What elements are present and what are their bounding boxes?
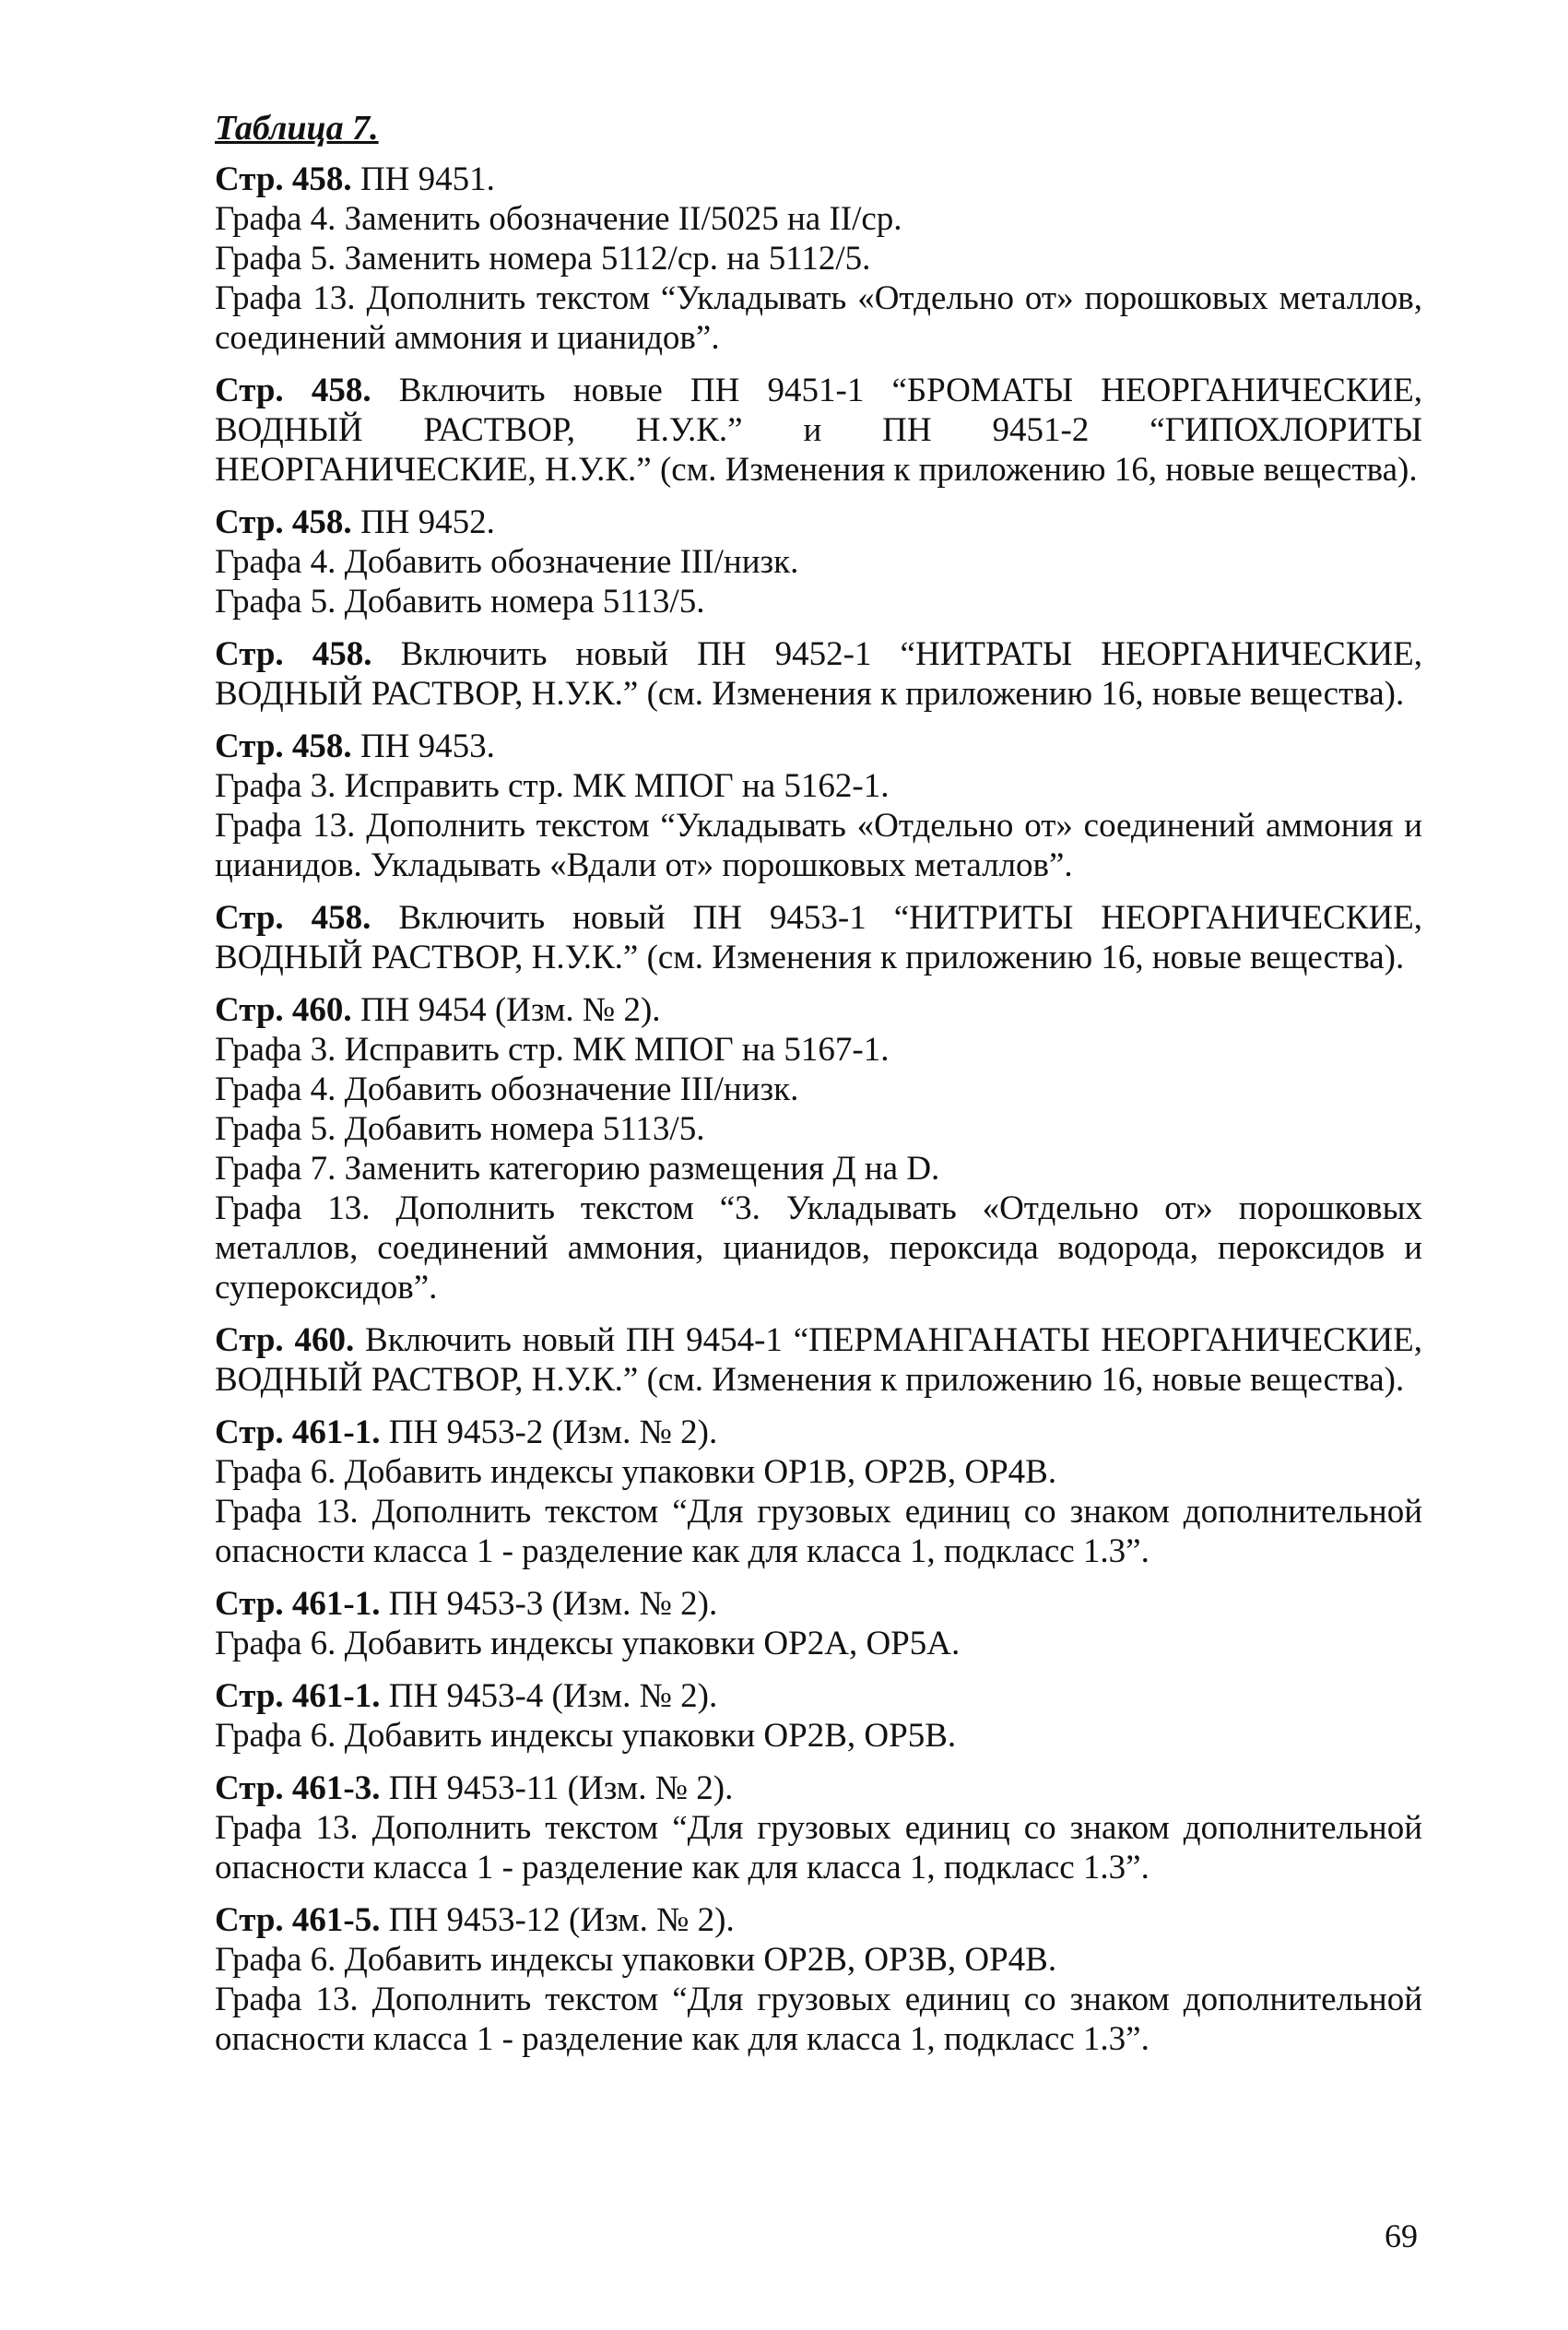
instruction-text: Включить новый ПН 9453-1 “НИТРИТЫ НЕОРГАНИЧЕСКИЕ, ВОДНЫЙ РАСТВОР, Н.У.К.” (см. Изменения к приложению 16, новые вещества). (215, 899, 1423, 976)
amendment-entry (215, 1900, 1422, 1940)
amendment-block (215, 1320, 1422, 1400)
amendment-entry (215, 503, 1422, 542)
instruction-text: Графа 5. Добавить номера 5113/5. (215, 1110, 705, 1148)
page-reference: Стр. 461-1. (215, 1413, 381, 1451)
instruction-text: ПН 9451. (351, 160, 495, 198)
amendment-instruction (215, 1716, 1422, 1756)
amendment-block (215, 1900, 1422, 2059)
amendment-block (215, 898, 1422, 977)
instruction-text: Графа 3. Исправить стр. МК МПОГ на 5167-1. (215, 1031, 890, 1069)
amendment-block (215, 1676, 1422, 1756)
amendment-instruction (215, 806, 1422, 885)
amendment-entry (215, 898, 1422, 977)
amendment-entry (215, 990, 1422, 1030)
instruction-text: Включить новые ПН 9451-1 “БРОМАТЫ НЕОРГАНИЧЕСКИЕ, ВОДНЫЙ РАСТВОР, Н.У.К.” и ПН 9451-2 “ГИПОХЛОРИТЫ НЕОРГАНИЧЕСКИЕ, Н.У.К.” (см. Изменения к приложению 16, новые вещества). (215, 372, 1422, 489)
amendment-instruction (215, 1940, 1422, 1980)
page-reference: Стр. 458. (215, 503, 352, 541)
amendment-block (215, 990, 1422, 1307)
instruction-text: Графа 6. Добавить индексы упаковки ОР2А, ОР5А. (215, 1625, 961, 1662)
instruction-text: Графа 4. Заменить обозначение II/5025 на II/ср. (215, 200, 902, 238)
amendment-block (215, 634, 1422, 714)
instruction-text: Графа 5. Заменить номера 5112/ср. на 5112/5. (215, 240, 871, 278)
instruction-text: Графа 7. Заменить категорию размещения Д на D. (215, 1150, 940, 1188)
page-reference: Стр. 458. (215, 727, 352, 765)
instruction-text: Графа 6. Добавить индексы упаковки ОР1В, ОР2В, ОР4В. (215, 1453, 1057, 1491)
amendment-instruction (215, 1624, 1422, 1663)
instruction-text: Включить новый ПН 9454-1 “ПЕРМАНГАНАТЫ НЕОРГАНИЧЕСКИЕ, ВОДНЫЙ РАСТВОР, Н.У.К.” (см. Изменения к приложению 16, новые вещества). (215, 1321, 1423, 1399)
amendment-instruction (215, 1980, 1422, 2059)
amendment-entry (215, 634, 1422, 714)
amendment-block (215, 727, 1422, 885)
page-number: 69 (1385, 2218, 1418, 2254)
amendment-instruction (215, 1149, 1422, 1189)
table-heading: Таблица 7. (215, 109, 379, 148)
amendment-list (215, 160, 1422, 2059)
instruction-text: Графа 4. Добавить обозначение III/низк. (215, 1070, 799, 1108)
amendment-instruction (215, 1070, 1422, 1109)
instruction-text: Графа 5. Добавить номера 5113/5. (215, 583, 705, 621)
amendment-entry (215, 1768, 1422, 1808)
page-reference: Стр. 458. (215, 899, 371, 937)
amendment-entry (215, 371, 1422, 490)
amendment-entry (215, 1413, 1422, 1452)
page-reference: Стр. 460. (215, 1321, 355, 1359)
amendment-block (215, 371, 1422, 490)
amendment-entry (215, 1676, 1422, 1716)
instruction-text: Графа 6. Добавить индексы упаковки ОР2В, ОР3В, ОР4В. (215, 1941, 1057, 1979)
amendment-entry (215, 727, 1422, 766)
instruction-text: Графа 13. Дополнить текстом “Укладывать «Отдельно от» порошковых металлов, соединений аммония и цианидов”. (215, 279, 1422, 357)
amendment-entry (215, 1584, 1422, 1624)
page-reference: Стр. 460. (215, 991, 352, 1029)
amendment-instruction (215, 1030, 1422, 1070)
amendment-instruction (215, 239, 1422, 278)
amendment-instruction (215, 1492, 1422, 1571)
instruction-text: Графа 3. Исправить стр. МК МПОГ на 5162-1. (215, 767, 890, 805)
amendment-block (215, 1768, 1422, 1887)
amendment-instruction (215, 199, 1422, 239)
instruction-text: Включить новый ПН 9452-1 “НИТРАТЫ НЕОРГАНИЧЕСКИЕ, ВОДНЫЙ РАСТВОР, Н.У.К.” (см. Изменения к приложению 16, новые вещества). (215, 635, 1423, 713)
instruction-text: ПН 9453-4 (Изм. № 2). (380, 1677, 718, 1715)
amendment-instruction (215, 582, 1422, 621)
page-reference: Стр. 458. (215, 372, 371, 409)
instruction-text: ПН 9453. (351, 727, 495, 765)
amendment-entry (215, 160, 1422, 199)
page-reference: Стр. 461-1. (215, 1677, 381, 1715)
instruction-text: ПН 9453-2 (Изм. № 2). (380, 1413, 718, 1451)
amendment-block (215, 503, 1422, 621)
instruction-text: ПН 9453-12 (Изм. № 2). (380, 1901, 735, 1939)
amendment-instruction (215, 1109, 1422, 1149)
document-body (215, 109, 1422, 2072)
instruction-text: Графа 13. Дополнить текстом “Для грузовых единиц со знаком дополнительной опасности класса 1 - разделение как для класса 1, подкласс 1.3”. (215, 1981, 1422, 2058)
instruction-text: ПН 9453-11 (Изм. № 2). (380, 1769, 734, 1807)
page-reference: Стр. 461-1. (215, 1585, 381, 1623)
amendment-block (215, 160, 1422, 358)
amendment-block (215, 1584, 1422, 1663)
page-reference: Стр. 461-5. (215, 1901, 381, 1939)
amendment-instruction (215, 542, 1422, 582)
amendment-block (215, 1413, 1422, 1571)
amendment-entry (215, 1320, 1422, 1400)
amendment-instruction (215, 766, 1422, 806)
amendment-instruction (215, 1452, 1422, 1492)
page-reference: Стр. 461-3. (215, 1769, 381, 1807)
page-reference: Стр. 458. (215, 160, 352, 198)
instruction-text: ПН 9454 (Изм. № 2). (351, 991, 661, 1029)
instruction-text: Графа 13. Дополнить текстом “Для грузовых единиц со знаком дополнительной опасности класса 1 - разделение как для класса 1, подкласс 1.3”. (215, 1809, 1422, 1886)
amendment-instruction (215, 1189, 1422, 1307)
instruction-text: ПН 9453-3 (Изм. № 2). (380, 1585, 718, 1623)
instruction-text: ПН 9452. (351, 503, 495, 541)
instruction-text: Графа 13. Дополнить текстом “Укладывать «Отдельно от» соединений аммония и цианидов. Укладывать «Вдали от» порошковых металлов”. (215, 807, 1422, 884)
page-reference: Стр. 458. (215, 635, 372, 673)
instruction-text: Графа 4. Добавить обозначение III/низк. (215, 543, 799, 581)
instruction-text: Графа 6. Добавить индексы упаковки ОР2В, ОР5В. (215, 1717, 957, 1755)
amendment-instruction (215, 278, 1422, 358)
instruction-text: Графа 13. Дополнить текстом “Для грузовых единиц со знаком дополнительной опасности класса 1 - разделение как для класса 1, подкласс 1.3”. (215, 1493, 1422, 1570)
amendment-instruction (215, 1808, 1422, 1887)
instruction-text: Графа 13. Дополнить текстом “3. Укладывать «Отдельно от» порошковых металлов, соединений аммония, цианидов, пероксида водорода, пероксидов и супероксидов”. (215, 1189, 1422, 1307)
